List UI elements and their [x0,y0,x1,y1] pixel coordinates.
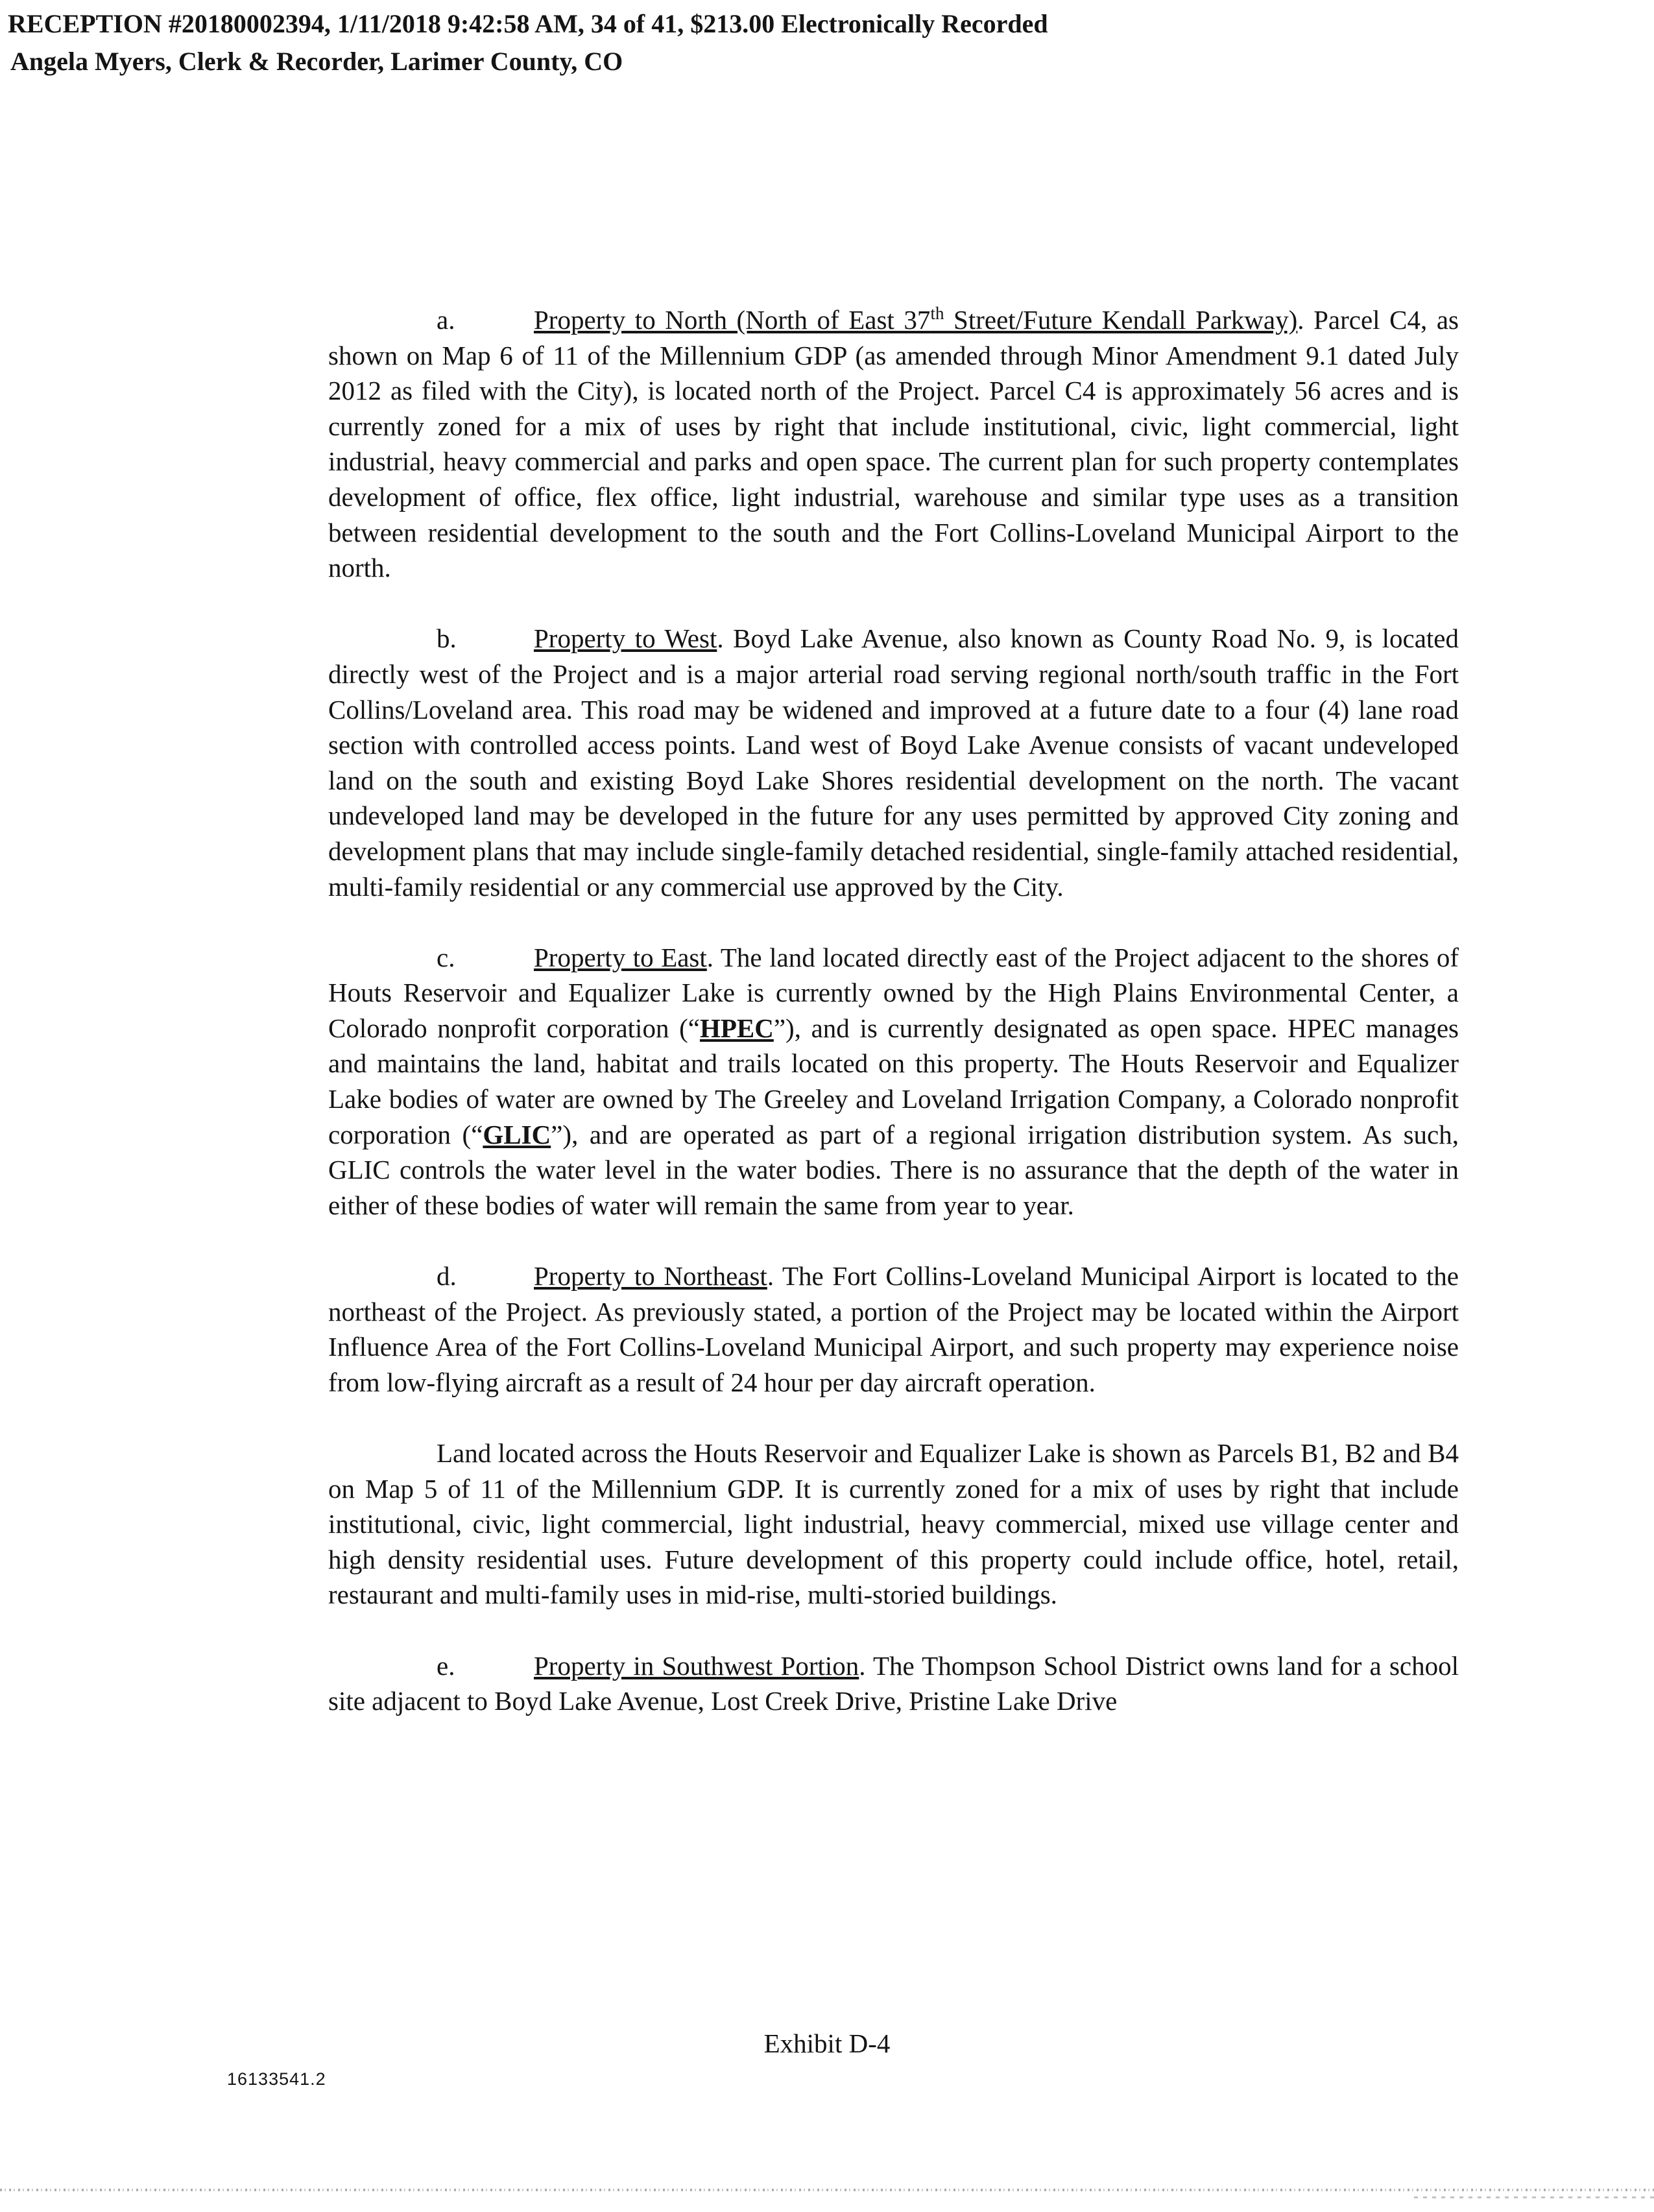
paragraph-a-heading-sup: th [930,304,944,323]
scan-artifact-line-right [1414,2196,1654,2198]
paragraph-b-body: . Boyd Lake Avenue, also known as County Road No. 9, is located directly west of the Project and is a major arterial road serving regional north/south traffic in the Fort Collins/Loveland area. This road may be widened and improved at a future date to a four (4) lane road section with controlled access points. Land west of Boyd Lake Avenue consists of vacant undeveloped land on the south and existing Boyd Lake Shores residential development on the north. The vacant undeveloped land may be developed in the future for any uses permitted by approved City zoning and development plans that may include single-family detached residential, single-family attached residential, multi-family residential or any commercial use approved by the City. [328,623,1459,902]
paragraph-c-body-3: ”), and are operated as part of a regional irrigation distribution system. As such, GLIC controls the water level in the water bodies. There is no assurance that the depth of the water in either of these bodies of water will remain the same from year to year. [328,1119,1459,1220]
paragraph-c: c. Property to East. The land located directly east of the Project adjacent to the shores of Houts Reservoir and Equalizer Lake is currently owned by the High Plains Environmental Center, a Colorado nonprofit corporation (“HPEC”), and is currently designated as open space. HPEC manages and maintains the land, habitat and trails located on this property. The Houts Reservoir and Equalizer Lake bodies of water are owned by The Greeley and Loveland Irrigation Company, a Colorado nonprofit corporation (“GLIC”), and are operated as part of a regional irrigation distribution system. As such, GLIC controls the water level in the water bodies. There is no assurance that the depth of the water in either of these bodies of water will remain the same from year to year. [328,942,1459,1220]
paragraph-a-body: . Parcel C4, as shown on Map 6 of 11 of the Millennium GDP (as amended through Minor Amendment 9.1 dated July 2012 as filed with the City), is located north of the Project. Parcel C4 is approximately 56 acres and is currently zoned for a mix of uses by right that include institutional, civic, light commercial, light industrial, heavy commercial and parks and open space. The current plan for such property contemplates development of office, flex office, light industrial, warehouse and similar type uses as a transition between residential development to the south and the Fort Collins-Loveland Municipal Airport to the north. [328,305,1459,583]
paragraph-a-heading-pre: Property to North (North of East 37 [534,305,931,335]
recording-stamp-line2: Angela Myers, Clerk & Recorder, Larimer County, CO [10,47,623,76]
paragraph-e: e. Property in Southwest Portion. The Thompson School District owns land for a school site adjacent to Boyd Lake Avenue, Lost Creek Drive, Pristine Lake Drive [328,1650,1459,1716]
paragraph-b: b. Property to West. Boyd Lake Avenue, also known as County Road No. 9, is located directly west of the Project and is a major arterial road serving regional north/south traffic in the Fort Collins/Loveland area. This road may be widened and improved at a future date to a four (4) lane road section with controlled access points. Land west of Boyd Lake Avenue consists of vacant undeveloped land on the south and existing Boyd Lake Shores residential development on the north. The vacant undeveloped land may be developed in the future for any uses permitted by approved City zoning and development plans that may include single-family detached residential, single-family attached residential, multi-family residential or any commercial use approved by the City. [328,623,1459,902]
scan-artifact-line [0,2189,1654,2191]
recording-stamp [8,5,1048,80]
defined-term-hpec: HPEC [699,1013,774,1043]
document-body [328,302,1459,1754]
paragraph-d-continued: Land located across the Houts Reservoir and Equalizer Lake is shown as Parcels B1, B2 and B4 on Map 5 of 11 of the Millennium GDP. It is currently zoned for a mix of uses by right that include institutional, civic, light commercial, light industrial, heavy commercial, mixed use village center and high density residential uses. Future development of this property could include office, hotel, retail, restaurant and multi-family uses in mid-rise, multi-storied buildings. [328,1438,1459,1610]
paragraph-c-body-2: ”), and is currently designated as open space. HPEC manages and maintains the land, habitat and trails located on this property. The Houts Reservoir and Equalizer Lake bodies of water are owned by The Greeley and Loveland Irrigation Company, a Colorado nonprofit corporation (“ [328,1013,1459,1149]
exhibit-label: Exhibit D-4 [763,2028,891,2058]
paragraph-a-heading [534,305,1297,335]
paragraph-d: d. Property to Northeast. The Fort Collins-Loveland Municipal Airport is located to the northeast of the Project. As previously stated, a portion of the Project may be located within the Airport Influence Area of the Fort Collins-Loveland Municipal Airport, and such property may experience noise from low-flying aircraft as a result of 24 hour per day aircraft operation. [328,1261,1459,1397]
paragraph-a: a. Property to North (North of East 37th Street/Future Kendall Parkway). Parcel C4, as shown on Map 6 of 11 of the Millennium GDP (as amended through Minor Amendment 9.1 dated July 2012 as filed with the City), is located north of the Project. Parcel C4 is approximately 56 acres and is currently zoned for a mix of uses by right that include institutional, civic, light commercial, light industrial, heavy commercial and parks and open space. The current plan for such property contemplates development of office, flex office, light industrial, warehouse and similar type uses as a transition between residential development to the south and the Fort Collins-Loveland Municipal Airport to the north. [328,304,1459,583]
paragraph-b-heading: Property to West [534,623,717,654]
paragraph-c-heading: Property to East [534,942,707,972]
document-id: 16133541.2 [227,2069,326,2089]
paragraph-d-body: . The Fort Collins-Loveland Municipal Airport is located to the northeast of the Project. As previously stated, a portion of the Project may be located within the Airport Influence Area of the Fort Collins-Loveland Municipal Airport, and such property may experience noise from low-flying aircraft as a result of 24 hour per day aircraft operation. [328,1261,1459,1397]
paragraph-a-heading-post: Street/Future Kendall Parkway) [944,305,1298,335]
recording-stamp-line1: RECEPTION #20180002394, 1/11/2018 9:42:58 AM, 34 of 41, $213.00 Electronically Recorded [8,9,1048,38]
paragraph-d-heading: Property to Northeast [534,1261,767,1292]
defined-term-glic: GLIC [483,1119,551,1149]
paragraph-e-heading: Property in Southwest Portion [534,1650,859,1681]
paragraph-c-body-1: . The land located directly east of the Project adjacent to the shores of Houts Reservoir and Equalizer Lake is currently owned by the High Plains Environmental Center, a Colorado nonprofit corporation (“ [328,942,1459,1043]
paragraph-e-body: . The Thompson School District owns land for a school site adjacent to Boyd Lake Avenue, Lost Creek Drive, Pristine Lake Drive [328,1650,1459,1716]
